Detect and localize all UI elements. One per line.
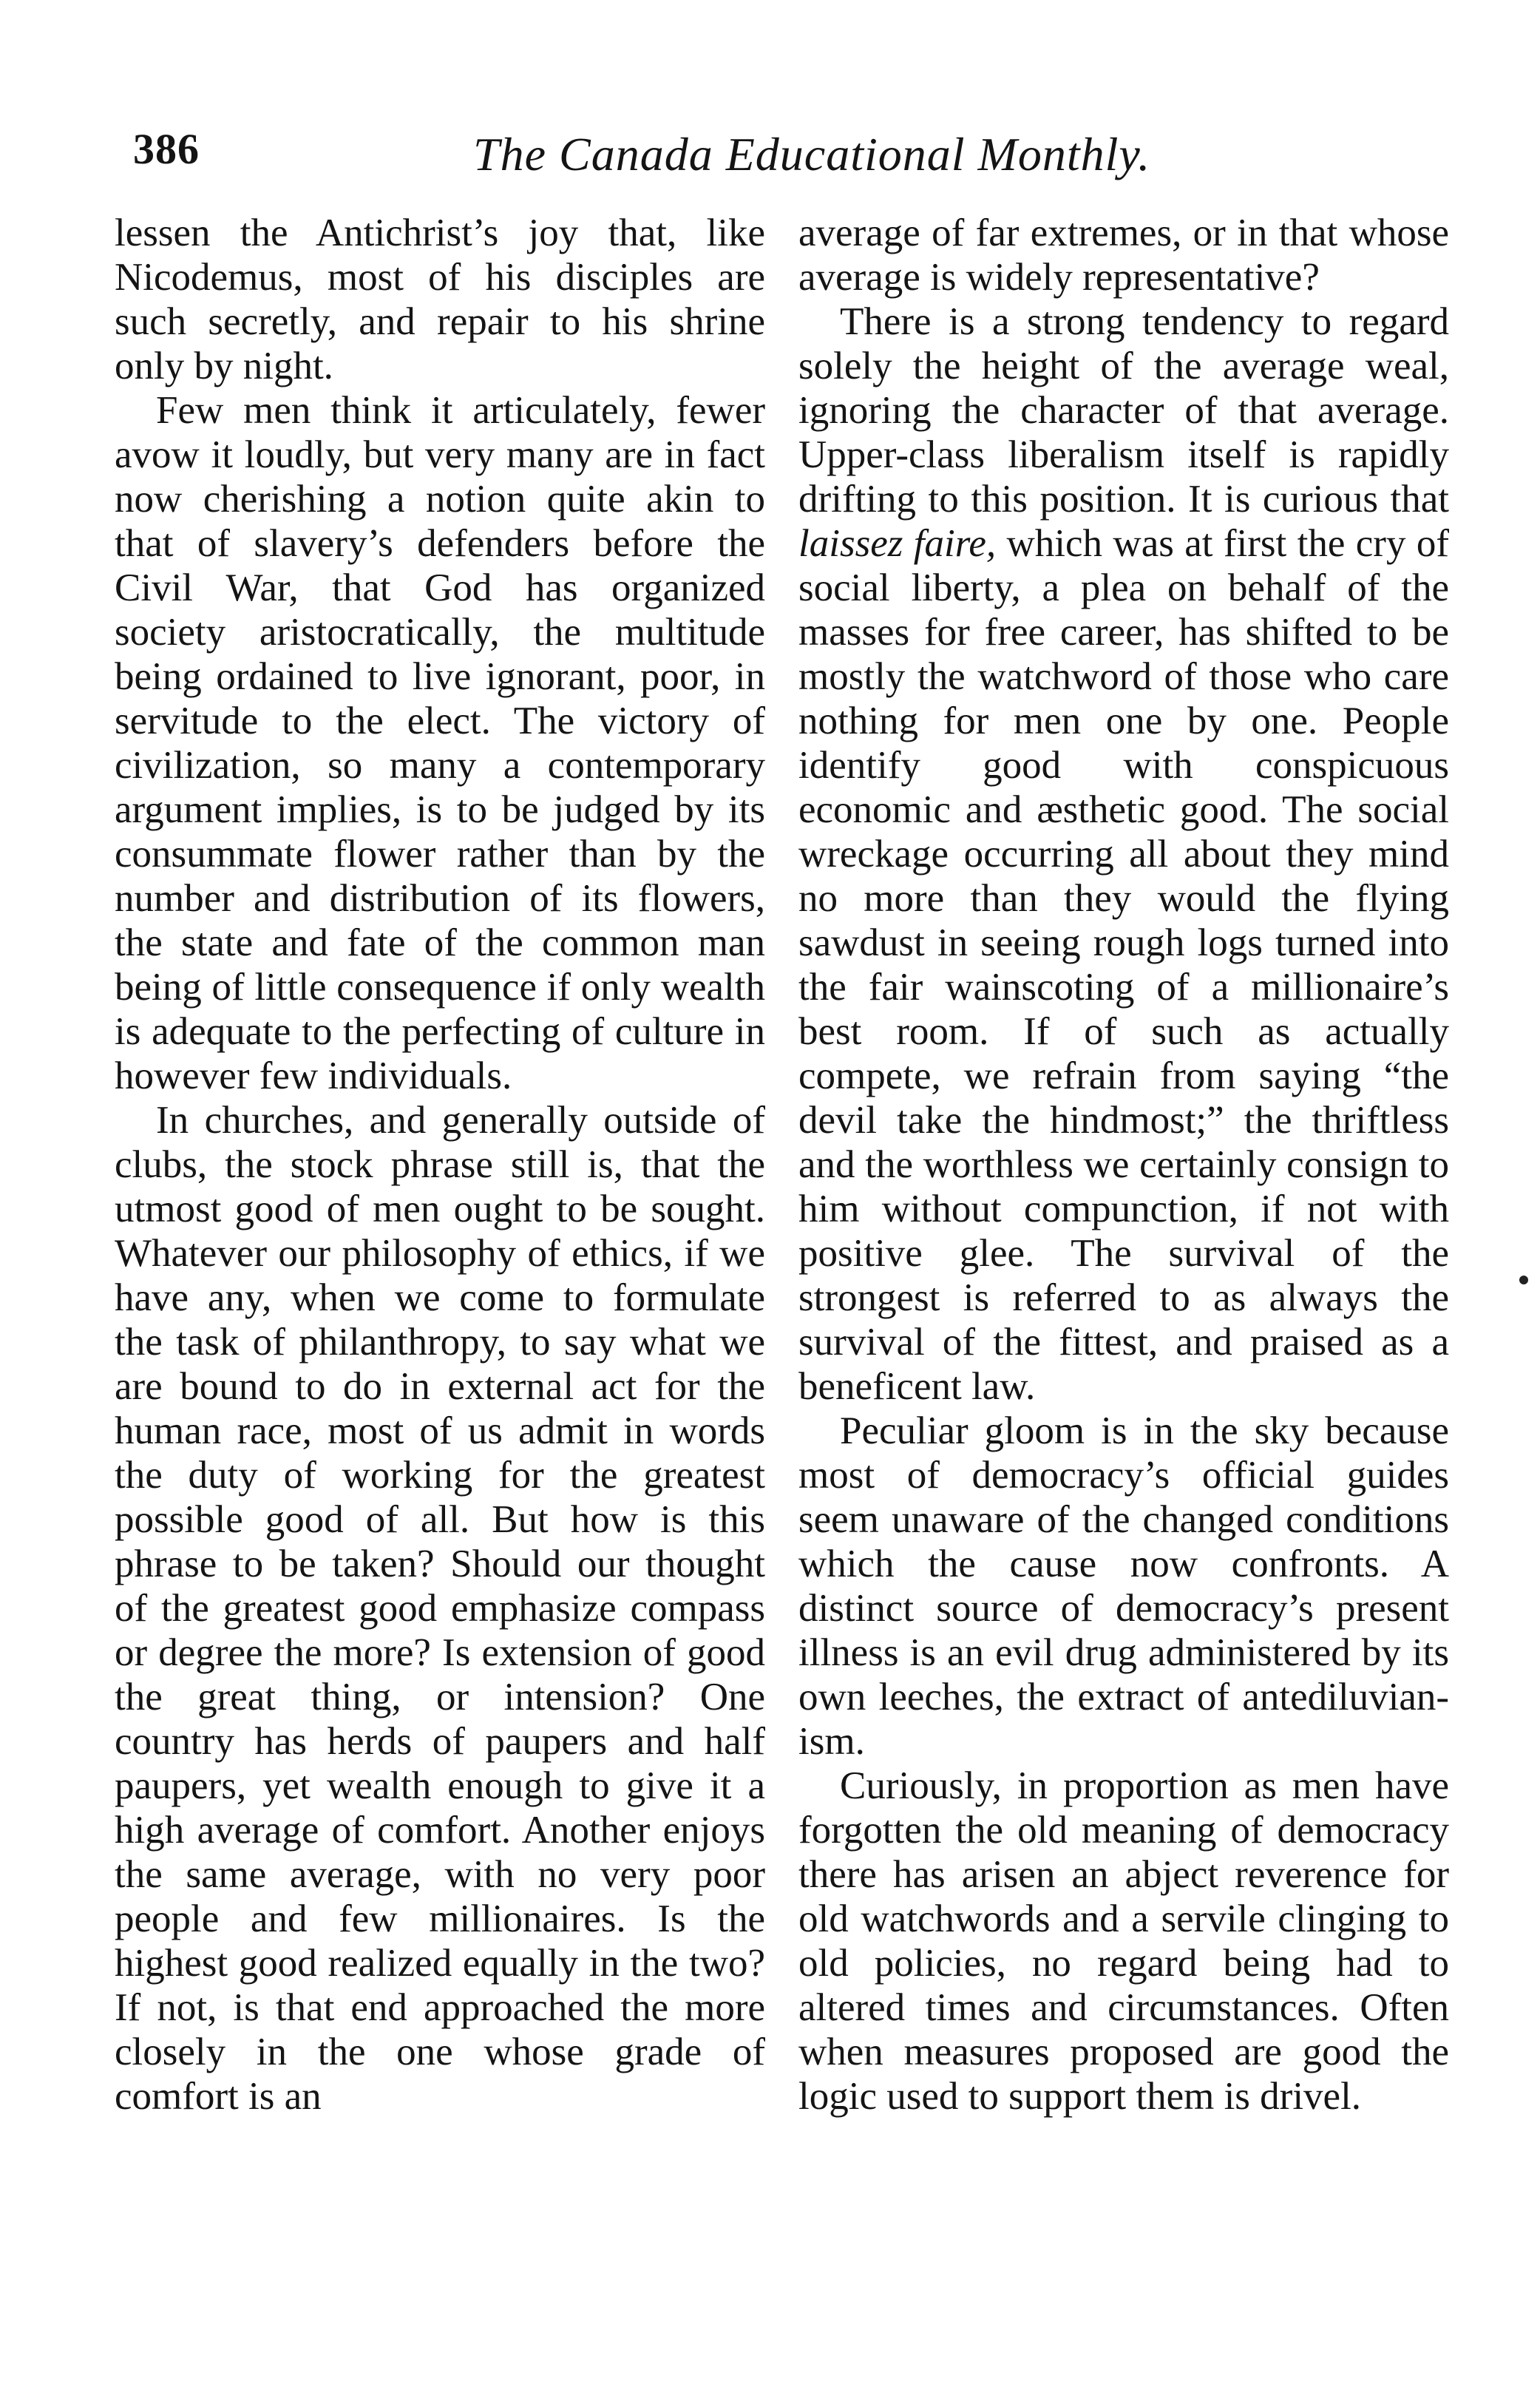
paragraph: Peculiar gloom is in the sky because most of democracy’s official guides seem unaware of the changed conditions which the cause now confronts. A distinct source of democracy’s present illness is an evil drug administered by its own leeches, the extract of antediluvianism.	[798, 1409, 1449, 1763]
right-column	[798, 211, 1449, 2303]
page-header	[0, 111, 1540, 207]
paragraph: Few men think it articulately, fewer avow it loudly, but very many are in fact now cherishing a notion quite akin to that of slavery’s defenders before the Civil War, that God has organized society aristocratically, the multitude being ordained to live ignorant, poor, in servitude to the elect. The victory of civilization, so many a contemporary argument implies, is to be judged by its consummate flower rather than by the number and distribution of its flowers, the state and fate of the common man being of little consequence if only wealth is adequate to the perfecting of culture in however few individuals.	[115, 389, 765, 1097]
paragraph-text: which was at first the cry of social liberty, a plea on behalf of the masses for free career, has shifted to be mostly the watchword of those who care nothing for men one by one. People identify good with conspicuous economic and æsthetic good. The social wreckage occurring all about they mind no more than they would the flying sawdust in seeing rough logs turned into the fair wainscoting of a millionaire’s best room. If of such as actually compete, we refrain from saying “the devil take the hindmost;” the thriftless and the worthless we certainly consign to him without compunction, if not with positive glee. The survival of the strongest is referred to as always the survival of the fittest, and praised as a beneficent law.	[798, 522, 1449, 1408]
paragraph-text: There is a strong tendency to regard solely the height of the average weal, ignoring the character of that average. Upper-class liberalism itself is rapidly drifting to this position. It is curious that	[798, 300, 1449, 521]
scan-speck	[1519, 1276, 1528, 1284]
left-column	[115, 211, 765, 2303]
italic-phrase: laissez faire,	[798, 522, 997, 565]
paragraph: average of far extremes, or in that whose average is widely representative?	[798, 211, 1449, 299]
paragraph: Curiously, in proportion as men have forgotten the old meaning of democracy there has arisen an abject reverence for old watchwords and a servile clinging to old policies, no regard being had to altered times and circumstances. Often when measures proposed are good the logic used to support them is drivel.	[798, 1764, 1449, 2118]
paragraph: lessen the Antichrist’s joy that, like Nicodemus, most of his disciples are such secretly, and repair to his shrine only by night.	[115, 211, 765, 387]
running-title: The Canada Educational Monthly.	[473, 128, 1151, 180]
paragraph	[798, 299, 1449, 1409]
page-number: 386	[133, 125, 200, 173]
paragraph: In churches, and generally outside of clubs, the stock phrase still is, that the utmost good of men ought to be sought. Whatever our philosophy of ethics, if we have any, when we come to formulate the task of philanthropy, to say what we are bound to do in external act for the human race, most of us admit in words the duty of working for the greatest possible good of all. But how is this phrase to be taken? Should our thought of the greatest good emphasize compass or degree the more? Is extension of good the great thing, or intension? One country has herds of paupers and half paupers, yet wealth enough to give it a high average of comfort. Another enjoys the same average, with no very poor people and few millionaires. Is the highest good realized equally in the two? If not, is that end approached the more closely in the one whose grade of comfort is an	[115, 1099, 765, 2118]
